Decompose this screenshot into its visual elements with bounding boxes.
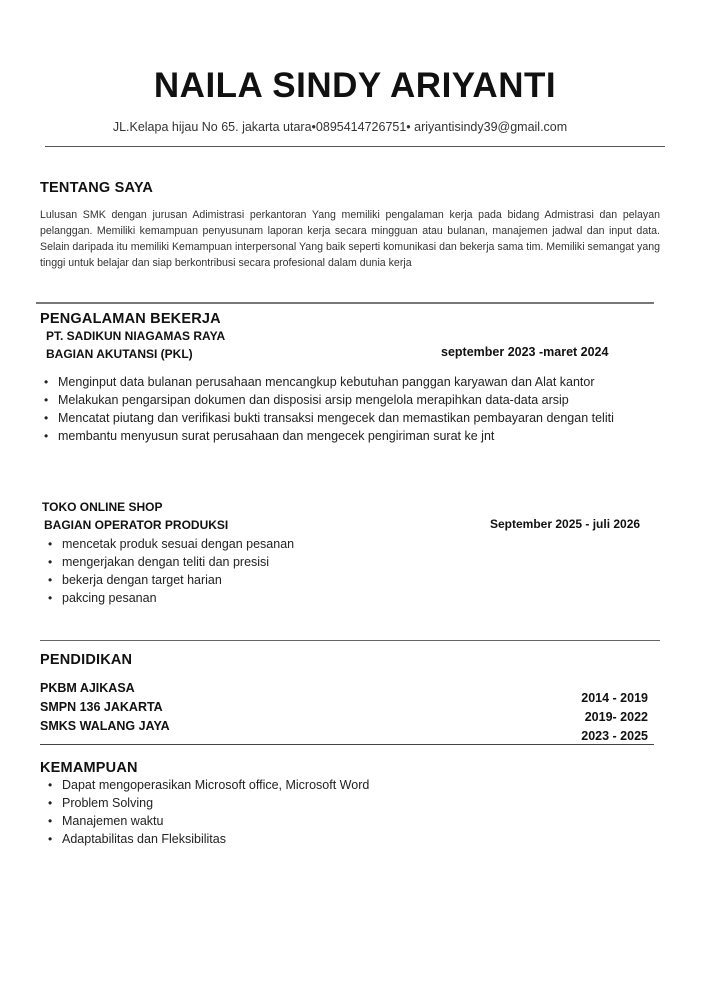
job-1-company: PT. SADIKUN NIAGAMAS RAYA	[46, 329, 226, 343]
job-1-task: • Mencatat piutang dan verifikasi bukti transaksi mengecek dan memastikan pembayaran dengan teliti	[40, 409, 620, 427]
job-2-period: September 2025 - juli 2026	[490, 517, 641, 531]
job-2-task: • pakcing pesanan	[44, 589, 444, 607]
experience-divider	[40, 640, 660, 641]
job-1-task: • Melakukan pengarsipan dokumen dan disposisi arsip mengelola merapihkan data-data arsip	[40, 391, 620, 409]
school-2-years: 2019- 2022	[584, 710, 648, 724]
school-2: SMPN 136 JAKARTA	[40, 700, 163, 714]
job-1-task: • membantu menyusun surat perusahaan dan mengecek pengiriman surat ke jnt	[40, 427, 620, 445]
about-divider	[36, 302, 654, 304]
education-divider	[40, 744, 654, 745]
job-2-position: BAGIAN OPERATOR PRODUKSI	[44, 518, 229, 532]
contact-line: JL.Kelapa hijau No 65. jakarta utara•0895414726751• ariyantisindy39@gmail.com	[112, 120, 568, 134]
job-2-task: • mencetak produk sesuai dengan pesanan	[44, 535, 444, 553]
job-1-position: BAGIAN AKUTANSI (PKL)	[46, 347, 193, 361]
school-1: PKBM AJIKASA	[40, 681, 135, 695]
skill-item: • Dapat mengoperasikan Microsoft office, Microsoft Word	[44, 776, 544, 794]
job-1-task: • Menginput data bulanan perusahaan mencangkup kebutuhan panggan karyawan dan Alat kantor	[40, 373, 620, 391]
about-text: Lulusan SMK dengan jurusan Adimistrasi perkantoran Yang memiliki pengalaman kerja pada bidang Admistrasi dan pelayan pelanggan. Memiliki kemampuan penyusunam laporan kerja secara mingguan atau bulanan, manajemen jadwal dan input data. Selain daripada itu memiliki Kemampuan interpersonal Yang baik seperti komunikasi dan bekerja sama tim. Memiliki semangat yang tinggi untuk belajar dan siap berkontribusi secara profesional dalam dunia kerja	[40, 209, 660, 269]
job-1-period: september 2023 -maret 2024	[441, 345, 609, 359]
header-divider	[45, 146, 665, 147]
skill-item: • Manajemen waktu	[44, 812, 544, 830]
job-2-task: • bekerja dengan target harian	[44, 571, 444, 589]
school-1-years: 2014 - 2019	[581, 691, 648, 705]
skill-item: • Problem Solving	[44, 794, 544, 812]
education-title: PENDIDIKAN	[40, 652, 133, 668]
school-3-years: 2023 - 2025	[581, 729, 648, 743]
job-2-task: • mengerjakan dengan teliti dan presisi	[44, 553, 444, 571]
job-1-task-list	[40, 373, 620, 445]
skills-title: KEMAMPUAN	[40, 760, 138, 776]
job-2-company: TOKO ONLINE SHOP	[42, 500, 163, 514]
resume-name: NAILA SINDY ARIYANTI	[153, 66, 557, 105]
skills-list	[44, 776, 544, 848]
experience-title: PENGALAMAN BEKERJA	[40, 311, 221, 327]
school-3: SMKS WALANG JAYA	[40, 719, 170, 733]
about-title: TENTANG SAYA	[40, 180, 154, 196]
job-2-task-list	[44, 535, 444, 607]
skill-item: • Adaptabilitas dan Fleksibilitas	[44, 830, 544, 848]
